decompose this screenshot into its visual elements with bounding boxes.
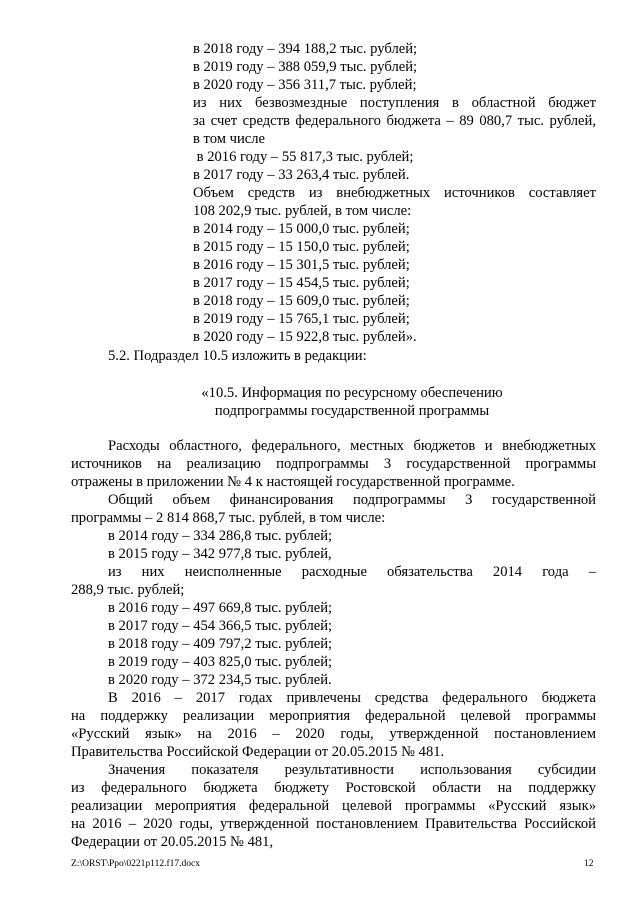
body-line: из федерального бюджета бюджету Ростовской области на поддержку [71, 780, 596, 796]
text-line: из них безвозмездные поступления в областной бюджет [193, 95, 596, 111]
body-line: В 2016 – 2017 годах привлечены средства федерального бюджета [108, 690, 596, 706]
text-line: в 2016 году – 15 301,5 тыс. рублей; [193, 257, 410, 273]
body-line: Расходы областного, федерального, местных бюджетов и внебюджетных [108, 438, 596, 454]
section-heading-line2: подпрограммы государственной программы [214, 403, 490, 419]
text-line: в 2018 году – 394 188,2 тыс. рублей; [193, 41, 418, 57]
body-line: в 2019 году – 403 825,0 тыс. рублей; [108, 654, 333, 670]
body-line: в 2017 году – 454 366,5 тыс. рублей; [108, 618, 333, 634]
page-number: 12 [584, 859, 594, 869]
text-line: в 2020 году – 356 311,7 тыс. рублей; [193, 77, 417, 93]
body-line: Федерации от 20.05.2015 № 481, [71, 834, 274, 850]
body-line: в 2015 году – 342 977,8 тыс. рублей, [108, 546, 332, 562]
text-line: в том числе [193, 131, 266, 147]
text-line: в 2017 году – 15 454,5 тыс. рублей; [193, 275, 410, 291]
text-line: Объем средств из внебюджетных источников составляет [193, 185, 596, 201]
body-line: в 2014 году – 334 286,8 тыс. рублей; [108, 528, 333, 544]
body-line: в 2018 году – 409 797,2 тыс. рублей; [108, 636, 333, 652]
text-line: в 2015 году – 15 150,0 тыс. рублей; [193, 239, 410, 255]
text-line: в 2019 году – 388 059,9 тыс. рублей; [193, 59, 418, 75]
item-5-2: 5.2. Подраздел 10.5 изложить в редакции: [108, 348, 367, 364]
section-heading-line1: «10.5. Информация по ресурсному обеспечению [201, 385, 503, 401]
text-line: 108 202,9 тыс. рублей, в том числе: [193, 203, 412, 219]
body-line: в 2020 году – 372 234,5 тыс. рублей. [108, 672, 332, 688]
body-line: на поддержку реализации мероприятия федеральной целевой программы [71, 708, 596, 724]
text-line: в 2020 году – 15 922,8 тыс. рублей». [193, 329, 417, 345]
text-line: в 2017 году – 33 263,4 тыс. рублей. [193, 167, 410, 183]
body-line: Значения показателя результативности использования субсидии [108, 762, 596, 778]
body-line: в 2016 году – 497 669,8 тыс. рублей; [108, 600, 333, 616]
body-line: из них неисполненные расходные обязательства 2014 года – [108, 564, 596, 580]
body-line: Общий объем финансирования подпрограммы 3 государственной [108, 492, 596, 508]
footer-file-path: Z:\ORST\Ppo\0221p112.f17.docx [71, 859, 200, 869]
text-line: в 2016 году – 55 817,3 тыс. рублей; [193, 149, 414, 165]
text-line: в 2014 году – 15 000,0 тыс. рублей; [193, 221, 410, 237]
body-line: источников на реализацию подпрограммы 3 государственной программы [71, 456, 596, 472]
body-line: реализации мероприятия федеральной целевой программы «Русский язык» [71, 798, 596, 814]
text-line: за счет средств федерального бюджета – 89 080,7 тыс. рублей, [193, 113, 596, 129]
body-line: Правительства Российской Федерации от 20.05.2015 № 481. [71, 744, 445, 760]
body-line: программы – 2 814 868,7 тыс. рублей, в том числе: [71, 510, 386, 526]
text-line: в 2018 году – 15 609,0 тыс. рублей; [193, 293, 410, 309]
body-line: на 2016 – 2020 годы, утвержденной постановлением Правительства Российской [71, 816, 596, 832]
body-line: 288,9 тыс. рублей; [71, 582, 185, 598]
body-line: «Русский язык» на 2016 – 2020 годы, утвержденной постановлением [71, 726, 596, 742]
text-line: в 2019 году – 15 765,1 тыс. рублей; [193, 311, 410, 327]
body-line: отражены в приложении № 4 к настоящей государственной программе. [71, 474, 515, 490]
